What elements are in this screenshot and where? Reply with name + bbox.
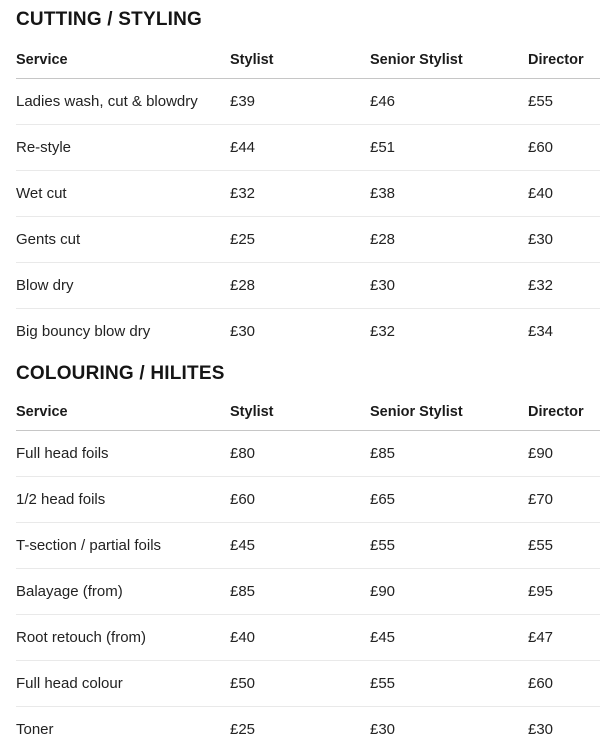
price-director: £55 xyxy=(528,93,554,110)
price-senior-stylist: £65 xyxy=(370,491,396,508)
column-header-service: Service xyxy=(16,404,68,420)
price-senior-stylist: £46 xyxy=(370,93,396,110)
price-director: £32 xyxy=(528,277,554,294)
price-stylist: £25 xyxy=(230,231,256,248)
table-row xyxy=(16,171,600,217)
price-senior-stylist: £38 xyxy=(370,185,396,202)
section-colouring-hilites xyxy=(16,362,600,747)
service-name: Root retouch (from) xyxy=(16,629,147,646)
section-cutting-styling xyxy=(16,8,600,354)
price-director: £70 xyxy=(528,491,554,508)
column-header-director: Director xyxy=(528,52,584,68)
table-row xyxy=(16,125,600,171)
service-name: Big bouncy blow dry xyxy=(16,323,151,340)
column-header-service: Service xyxy=(16,52,68,68)
service-name: Full head foils xyxy=(16,445,109,462)
table-row xyxy=(16,217,600,263)
price-stylist: £85 xyxy=(230,583,256,600)
price-table-colouring-hilites xyxy=(16,401,600,747)
price-stylist: £60 xyxy=(230,491,256,508)
price-stylist: £50 xyxy=(230,675,256,692)
price-director: £30 xyxy=(528,231,554,248)
service-name: 1/2 head foils xyxy=(16,491,106,508)
column-header-director: Director xyxy=(528,404,584,420)
price-table-cutting-styling xyxy=(16,49,600,354)
table-row xyxy=(16,661,600,707)
price-director: £90 xyxy=(528,445,554,462)
price-director: £60 xyxy=(528,139,554,156)
table-row xyxy=(16,615,600,661)
price-director: £55 xyxy=(528,537,554,554)
price-senior-stylist: £28 xyxy=(370,231,396,248)
price-director: £34 xyxy=(528,323,554,340)
price-senior-stylist: £32 xyxy=(370,323,396,340)
price-director: £60 xyxy=(528,675,554,692)
price-senior-stylist: £90 xyxy=(370,583,396,600)
price-director: £30 xyxy=(528,721,554,738)
price-senior-stylist: £30 xyxy=(370,277,396,294)
price-stylist: £44 xyxy=(230,139,256,156)
table-row xyxy=(16,523,600,569)
table-row xyxy=(16,707,600,747)
service-name: Balayage (from) xyxy=(16,583,123,600)
price-director: £40 xyxy=(528,185,554,202)
price-senior-stylist: £51 xyxy=(370,139,396,156)
table-row xyxy=(16,309,600,354)
price-senior-stylist: £55 xyxy=(370,537,396,554)
price-stylist: £39 xyxy=(230,93,256,110)
service-name: Full head colour xyxy=(16,675,123,692)
table-header-row xyxy=(16,401,600,431)
service-name: T-section / partial foils xyxy=(16,537,162,554)
service-name: Blow dry xyxy=(16,277,74,294)
table-row xyxy=(16,431,600,477)
service-name: Toner xyxy=(16,721,54,738)
service-name: Ladies wash, cut & blowdry xyxy=(16,93,198,110)
table-row xyxy=(16,477,600,523)
column-header-senior-stylist: Senior Stylist xyxy=(370,404,463,420)
price-senior-stylist: £30 xyxy=(370,721,396,738)
column-header-stylist: Stylist xyxy=(230,404,274,420)
price-senior-stylist: £55 xyxy=(370,675,396,692)
section-title: COLOURING / HILITES xyxy=(16,363,225,384)
price-stylist: £32 xyxy=(230,185,256,202)
price-stylist: £30 xyxy=(230,323,256,340)
service-name: Re-style xyxy=(16,139,72,156)
service-name: Gents cut xyxy=(16,231,81,248)
table-row xyxy=(16,569,600,615)
column-header-senior-stylist: Senior Stylist xyxy=(370,52,463,68)
price-director: £95 xyxy=(528,583,554,600)
price-stylist: £25 xyxy=(230,721,256,738)
price-senior-stylist: £85 xyxy=(370,445,396,462)
table-header-row xyxy=(16,49,600,79)
table-row xyxy=(16,263,600,309)
price-stylist: £28 xyxy=(230,277,256,294)
price-stylist: £40 xyxy=(230,629,256,646)
service-name: Wet cut xyxy=(16,185,67,202)
table-row xyxy=(16,79,600,125)
price-director: £47 xyxy=(528,629,554,646)
section-title: CUTTING / STYLING xyxy=(16,9,203,30)
price-senior-stylist: £45 xyxy=(370,629,396,646)
column-header-stylist: Stylist xyxy=(230,52,274,68)
price-stylist: £45 xyxy=(230,537,256,554)
price-stylist: £80 xyxy=(230,445,256,462)
